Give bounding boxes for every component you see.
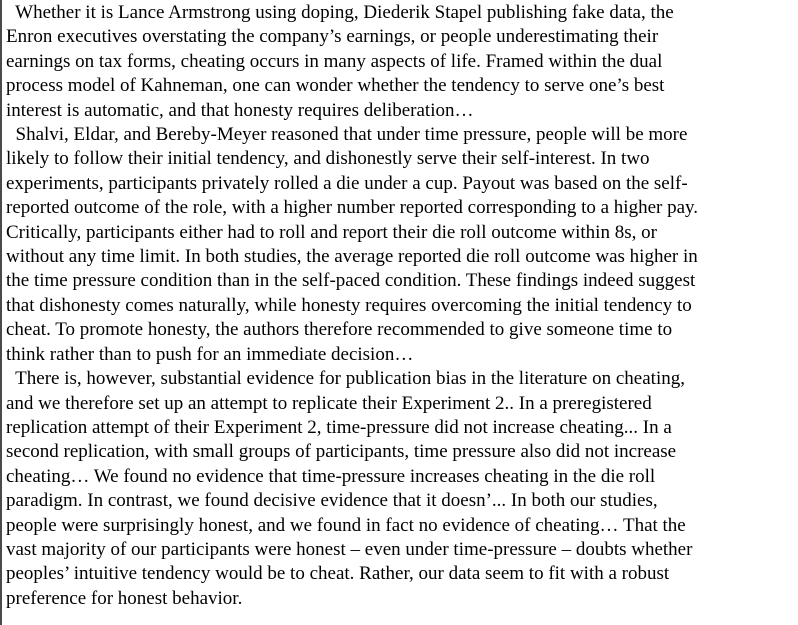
text-line: Critically, participants either had to roll and report their die roll outcome within 8s, or bbox=[6, 221, 657, 243]
text-line: people were surprisingly honest, and we found in fact no evidence of cheating… That the bbox=[6, 514, 686, 536]
text-line: replication attempt of their Experiment 2, time-pressure did not increase cheating... In a bbox=[6, 416, 672, 438]
text-line: Whether it is Lance Armstrong using doping, Diederik Stapel publishing fake data, the bbox=[6, 2, 674, 23]
text-line: the time pressure condition than in the self-paced condition. These findings indeed suggest bbox=[6, 270, 696, 292]
text-line: Enron executives overstating the company’s earnings, or people underestimating their bbox=[6, 26, 659, 48]
text-line: process model of Kahneman, one can wonder whether the tendency to serve one’s best bbox=[6, 75, 665, 97]
text-line: experiments, participants privately rolled a die under a cup. Payout was based on the self- bbox=[6, 172, 688, 194]
text-line: reported outcome of the role, with a higher number reported corresponding to a higher pay. bbox=[6, 197, 699, 219]
text-line: cheating… We found no evidence that time-pressure increases cheating in the die roll bbox=[6, 465, 656, 487]
text-line: second replication, with small groups of participants, time pressure also did not increase bbox=[6, 441, 677, 463]
paragraph-1 bbox=[6, 1, 796, 123]
text-line: think rather than to push for an immediate decision… bbox=[6, 343, 414, 365]
page-left-border bbox=[0, 0, 2, 625]
text-line: peoples’ intuitive tendency would be to cheat. Rather, our data seem to fit with a robust bbox=[6, 563, 670, 585]
text-line: preference for honest behavior. bbox=[6, 587, 243, 609]
text-line: interest is automatic, and that honesty requires deliberation… bbox=[6, 99, 474, 121]
text-line: Shalvi, Eldar, and Bereby-Meyer reasoned that under time pressure, people will be more bbox=[6, 124, 688, 146]
text-line: cheat. To promote honesty, the authors therefore recommended to give someone time to bbox=[6, 319, 673, 341]
document-body bbox=[6, 1, 796, 611]
text-line: paradigm. In contrast, we found decisive evidence that it doesn’... In both our studies, bbox=[6, 490, 658, 512]
text-line: likely to follow their initial tendency, and dishonestly serve their self-interest. In two bbox=[6, 148, 650, 170]
text-line: vast majority of our participants were honest – even under time-pressure – doubts whether bbox=[6, 538, 693, 560]
text-line: that dishonesty comes naturally, while honesty requires overcoming the initial tendency to bbox=[6, 294, 692, 316]
paragraph-3 bbox=[6, 367, 796, 611]
text-line: earnings on tax forms, cheating occurs in many aspects of life. Framed within the dual bbox=[6, 50, 663, 72]
text-line: There is, however, substantial evidence for publication bias in the literature on cheating, bbox=[6, 368, 685, 390]
text-line: and we therefore set up an attempt to replicate their Experiment 2.. In a preregistered bbox=[6, 392, 652, 414]
paragraph-2 bbox=[6, 123, 796, 367]
text-line: without any time limit. In both studies, the average reported die roll outcome was higher in bbox=[6, 246, 698, 268]
